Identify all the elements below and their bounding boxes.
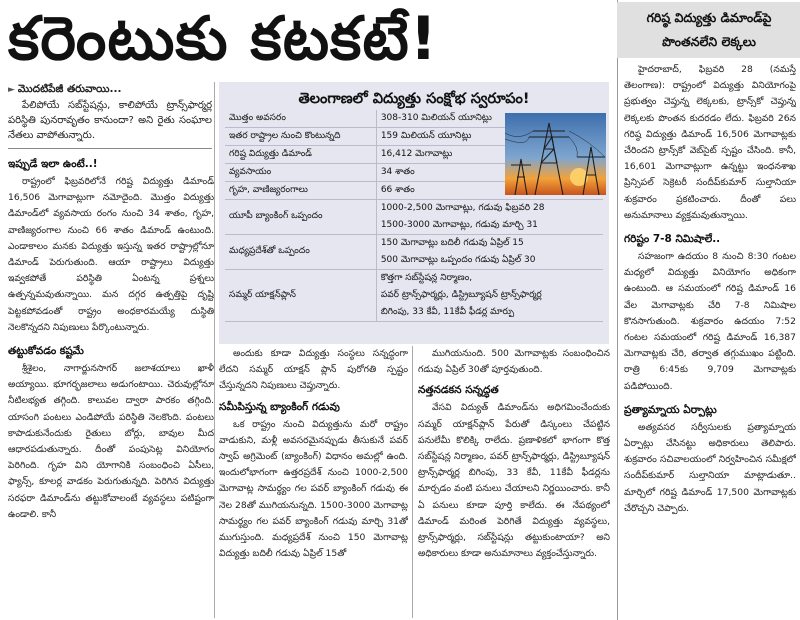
paragraph-col2-b: ఒక రాష్ట్రం నుంచి విద్యుత్తును మరో రాష్ట్రం వాడుకుని, మళ్లీ అవసరమైనప్పుడు తీసుకునే పవర్ స్వాప్ అగ్రిమెంట్ (బ్యాంకింగ్) విధానం అమల్లో ఉంది. ఇందులోభాగంగా ఉత్తరప్రదేశ్ నుంచి 1000-2,500 మెగావాట్ల సామర్థ్యం గల పవర్ బ్యాంకింగ్ గడువు ఈ నెల 28తో ముగియనున్నది. 1500-3000 మెగావాట్ల సామర్థ్యం గల పవర్ బ్యాంకింగ్ గడువు మార్చి 31తో ముగుస్తుంది. మధ్యప్రదేశ్ నుంచి 150 మెగావాట్ల విద్యుత్తు బదిలీ గడువు ఏప్రిల్ 15తో bbox=[219, 418, 408, 560]
sidebar-paragraph-b: సహజంగా ఉదయం 8 నుంచి 8:30 గంటల మధ్యలో విద్యుత్తు వినియోగం అధికంగా ఉంటుంది. ఆ సమయంలో గరిష్ట డిమాండ్ 16 వేల మెగావాట్లకు చేరి 7-8 నిమిషాల కొనసాగుతుంది. శుక్రవారం ఉదయం 7:52 గంటల సమయంలో గరిష్ట డిమాండ్ 16,387 మెగావాట్లకు చేరి, తర్వాత తగ్గుముఖం పట్టింది. రాత్రి 6:45కు 9,709 మెగావాట్లకు పడిపోయింది. bbox=[624, 251, 796, 392]
lead-kicker: మొదటిపేజీ తరువాయి... bbox=[17, 83, 122, 95]
sidebar-paragraph-a: హైదరాబాద్, ఫిబ్రవరి 28 (నమస్తే తెలంగాణ): రాష్ట్రంలో విద్యుత్తు వినియోగంపై ప్రభుత్వం చెప్తున్న లెక్కలకు, ట్రాన్స్‌కో చెప్తున్న లెక్కలకు పొంతన కుదరడం లేదు. ఫిబ్రవరి 26న గరిష్ఠ విద్యుత్తు డిమాండ్ 16,506 మెగావాట్లకు చేరిందని ట్రాన్స్‌కో వెబ్‌సైట్ స్పష్టం చేసింది. కానీ, 16,601 మెగావాట్లుగా ఉన్నట్టు ఇంధనశాఖ ప్రిన్సిపల్ సెక్రెటరీ సందీప్‌కుమార్ సుల్తానియా శుక్రవారం ప్రకటించారు. దీంతో పలు అనుమానాలు వ్యక్తమవుతున్నాయి. bbox=[624, 64, 796, 221]
stats-value: 34 శాతం bbox=[376, 164, 603, 182]
infobox-title: తెలంగాణలో విద్యుత్తు సంక్షోభ స్వరూపం! bbox=[298, 91, 530, 107]
stats-label: సమ్మర్ యాక్షన్‌ప్లాన్ bbox=[225, 270, 376, 322]
column-1 bbox=[8, 152, 214, 618]
stats-value: 66 శాతం bbox=[376, 182, 603, 200]
stats-row bbox=[225, 235, 603, 270]
power-tower-photo bbox=[505, 113, 606, 195]
stats-label: యూపీ బ్యాంకింగ్ ఒప్పందం bbox=[225, 200, 376, 235]
sidebar-paragraph-c: అత్యవసర సర్వీసులకు ప్రత్యామ్నాయ ఏర్పాట్లు చేసినట్టు అధికారులు తెలిపారు. శుక్రవారం సచివాలయంలో నిర్వహించిన సమీక్షలో సందీప్‌కుమార్ సుల్తానియా మాట్లాడుతూ.. మార్చిలో గరిష్ట డిమాండ్ 17,500 మెగావాట్లకు చేరొచ్చని చెప్పారు. bbox=[624, 421, 796, 514]
column-3 bbox=[418, 346, 610, 618]
stats-label: గృహ, వాణిజ్యరంగాలు bbox=[225, 182, 376, 200]
subheading-col2: సమీపిస్తున్న బ్యాంకింగ్ గడువు bbox=[219, 400, 340, 413]
sidebar-subheading-b: ప్రత్యామ్నాయ ఏర్పాట్లు bbox=[624, 403, 717, 416]
stats-value: కొత్తగా సబ్‌స్టేషన్ల నిర్మాణం, పవర్ ట్రాన్స్‌ఫార్మర్లు, డిస్ట్రిబ్యూషన్ ట్రాన్స్‌ఫార్మర్ల బిగింపు, 33 కేవీ, 11కేవీ ఫీడర్ల మార్పు bbox=[376, 270, 603, 322]
subheading-col1-a: ఇప్పుడే ఇలా ఉంటే..! bbox=[8, 158, 98, 170]
stats-label: వ్యవసాయం bbox=[225, 164, 376, 182]
stats-value: 308-310 మిలియన్ యూనిట్లు bbox=[376, 110, 603, 128]
paragraph-col3-a: ముగియనుంది. 500 మెగావాట్లకు సంబంధించిన గడువు ఏప్రిల్ 30తో పూర్తవుతుంది. bbox=[418, 348, 610, 376]
sidebar-title: గరిష్ఠ విద్యుత్తు డిమాండ్‌పై పొంతనలేని లెక్కలు bbox=[646, 10, 772, 49]
triangle-bullet-icon: ► bbox=[8, 85, 15, 95]
stats-label: ఇతర రాష్ట్రాల నుంచి కొంటున్నది bbox=[225, 128, 376, 146]
stats-value: 16,412 మెగావాట్లు bbox=[376, 146, 603, 164]
lead-paragraph: పేలిపోయే సబ్‌స్టేషన్లు, కాలిపోయే ట్రాన్స్‌ఫార్మర్ల పరిస్థితి పునరావృతం కానుందా? అని రైతు సంఘాల నేతలు వాపోతున్నారు. bbox=[8, 100, 212, 141]
headline: కరెంటుకు కటకటే! bbox=[8, 4, 439, 74]
stats-value: 159 మిలియన్ యూనిట్లు bbox=[376, 128, 603, 146]
stats-row bbox=[225, 270, 603, 322]
paragraph-col2-a: అందుకు కూడా విద్యుత్తు సంస్థలు సన్నద్ధంగా లేదని సమ్మర్ యాక్షన్ ప్లాన్ పురోగతి స్పష్టం చేస్తున్నదని నిపుణులు చెప్తున్నారు. bbox=[219, 348, 408, 392]
subheading-col1-b: తట్టుకోవడం కష్టమే bbox=[8, 345, 84, 358]
stats-label: గరిష్ట విద్యుత్తు డిమాండ్ bbox=[225, 146, 376, 164]
paragraph-col3-b: వేసవి విద్యుత్ డిమాండ్‌ను అధిగమించేందుకు సమ్మర్ యాక్షన్‌ప్లాన్ పేరుతో డిస్కంలు చేపట్టిన పనులేమీ కొలిక్కి రాలేదు. ప్రణాళికలో భాగంగా కొత్త సబ్‌స్టేషన్ల నిర్మాణం, పవర్ ట్రాన్స్‌ఫార్మర్లు, డిస్ట్రిబ్యూషన్ ట్రాన్స్‌ఫార్మర్ల బిగింపు, 33 కేవీ, 11కేవీ ఫీడర్లను మార్చడం వంటి పనులు చేయాలని నిర్ణయించారు. కానీ ఏ పనులు కూడా పూర్తి కాలేదు. ఈ నేపథ్యంలో డిమాండ్ మరింత పెరిగితే విద్యుత్తు వ్యవస్థలు, ట్రాన్స్‌ఫార్మర్లు, సబ్‌స్టేషన్లు తట్టుకుంటాయా? అని అధికారులు కూడా అనుమానాలు వ్యక్తంచేస్తున్నారు. bbox=[418, 402, 610, 560]
stats-value: 150 మెగావాట్లు బదిలీ గడువు ఏప్రిల్ 15 500 మెగావాట్లు ఒప్పందం గడువు ఏప్రిల్ 30 bbox=[376, 235, 603, 270]
stats-label: మొత్తం అవసరం bbox=[225, 110, 376, 128]
stats-label: మధ్యప్రదేశ్‌తో ఒప్పందం bbox=[225, 235, 376, 270]
column-2 bbox=[219, 346, 408, 618]
subheading-col3: నత్తనడకన సన్నద్ధత bbox=[418, 384, 499, 397]
column-rule bbox=[214, 82, 215, 618]
stats-value: 1000-2,500 మెగావాట్లు, గడువు ఫిబ్రవరి 28 1500-3000 మెగావాట్లు, గడువు మార్చి 31 bbox=[376, 200, 603, 235]
sidebar-body bbox=[624, 62, 796, 618]
paragraph-col1-a: రాష్ట్రంలో ఫిబ్రవరిలోనే గరిష్ట విద్యుత్తు డిమాండ్ 16,506 మెగావాట్లుగా నమోదైంది. మొత్తం విద్యుత్తు డిమాండ్‌లో వ్యవసాయ రంగం నుంచి 34 శాతం, గృహ, వాణిజ్యరంగాల నుంచి 66 శాతం డిమాండ్ ఉంటుంది. ఎండాకాలం మనకు విద్యుత్తు ఇస్తున్న ఇతర రాష్ట్రాల్లోనూ డిమాండ్ పెరుగుతుంది. ఆయా రాష్ట్రాలు విద్యుత్తు ఇవ్వకపోతే పరిస్థితి ఏంటన్న ప్రశ్నలు ఉత్పన్నమవుతున్నాయి. మన దగ్గర ఉత్పత్తిపై దృష్టి పెట్టకపోవడంతో రాష్ట్రం అంధకారమయ్యే దుస్థితి నెలకొన్నదని నిపుణులు పేర్కొంటున్నారు. bbox=[8, 176, 214, 333]
lead-text bbox=[8, 82, 212, 148]
sidebar-subheading-a: గరిష్టం 7-8 నిమిషాలే.. bbox=[624, 233, 721, 246]
paragraph-col1-b: శ్రీశైలం, నాగార్జునసాగర్ జలాశయాలు ఖాళీ అయ్యాయి. భూగర్భజలాలు అడుగంటాయి. చెరువుల్లోనూ నీటిలభ్యత తగ్గింది. కాలువల ద్వారా పారకం తగ్గింది. యాసంగి పంటలు ఎండిపోయే పరిస్థితి నెలకొంది. పంటలు కాపాడుకునేందుకు రైతులు బోర్లు, బావుల మీద ఆధారపడుతున్నారు. దీంతో పంపుసెట్ల వినియోగం పెరిగింది. గృహ విని యోగానికి సంబంధించి ఏసీలు, ఫ్యాన్స్, కూలర్ల వాడకం పెరుగుతున్నది. పెరిగిన విద్యుత్తు సరఫరా డిమాండ్‌ను తట్టుకోవాలంటే వ్యవస్థలు పటిష్టంగా ఉండాలి. కానీ bbox=[8, 363, 214, 520]
stats-row bbox=[225, 200, 603, 235]
lead-divider bbox=[8, 148, 212, 149]
column-rule bbox=[412, 346, 413, 618]
